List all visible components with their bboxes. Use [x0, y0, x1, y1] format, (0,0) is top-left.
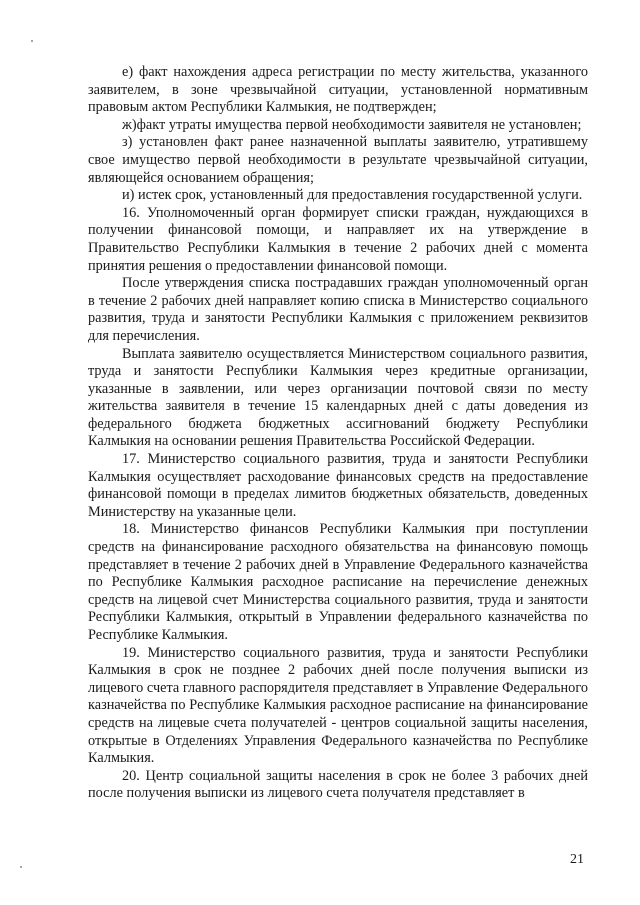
paragraph-16-approval: После утверждения списка пострадавших граждан уполномоченный орган в течение 2 рабочих дней направляет копию списка в Министерство социального развития, труда и занятости Республики Калмыкия с приложением реквизитов для перечисления.	[88, 275, 588, 344]
paragraph-16-payment: Выплата заявителю осуществляется Министерством социального развития, труда и занятости Республики Калмыкия через кредитные организации, указанные в заявлении, или через организации почтовой связи по месту жительства заявителя в течение 15 календарных дней с даты доведения из федерального бюджета бюджетных ассигнований бюджету Республики Калмыкия на основании решения Правительства Российской Федерации.	[88, 345, 588, 450]
body-text	[88, 64, 588, 803]
paragraph-z: з) установлен факт ранее назначенной выплаты заявителю, утратившему свое имущество первой необходимости в результате чрезвычайной ситуации, являющейся основанием обращения;	[88, 134, 588, 186]
paragraph-zh: ж)факт утраты имущества первой необходимости заявителя не установлен;	[122, 116, 582, 133]
scan-speck	[20, 866, 22, 868]
page-number: 21	[570, 852, 584, 867]
paragraph-e: е) факт нахождения адреса регистрации по месту жительства, указанного заявителем, в зоне чрезвычайной ситуации, установленной нормативным правовым актом Республики Калмыкия, не подтвержден;	[88, 64, 588, 116]
scan-speck	[31, 40, 33, 42]
paragraph-17: 17. Министерство социального развития, труда и занятости Республики Калмыкия осуществляет расходование финансовых средств на предоставление финансовой помощи в пределах лимитов бюджетных обязательств, доведенных Министерству на указанные цели.	[88, 451, 588, 520]
paragraph-i: и) истек срок, установленный для предоставления государственной услуги.	[122, 187, 583, 204]
paragraph-19: 19. Министерство социального развития, труда и занятости Республики Калмыкия в срок не позднее 2 рабочих дней после получения выписки из лицевого счета главного распорядителя представляет в Управление Федерального казначейства по Республике Калмыкия расходное расписание на финансирование средств на лицевые счета получателей - центров социальной защиты населения, открытые в Отделениях Управления Федерального казначейства по Республике Калмыкия.	[88, 644, 588, 767]
paragraph-20: 20. Центр социальной защиты населения в срок не более 3 рабочих дней после получения выписки из лицевого счета получателя представляет в	[88, 767, 588, 802]
paragraph-16: 16. Уполномоченный орган формирует списки граждан, нуждающихся в получении финансовой помощи, и направляет их на утверждение в Правительство Республики Калмыкия в течение 2 рабочих дней с момента принятия решения о предоставлении финансовой помощи.	[88, 204, 588, 274]
paragraph-18: 18. Министерство финансов Республики Калмыкия при поступлении средств на финансирование расходного обязательства на финансовую помощь представляет в течение 2 рабочих дней в Управление Федерального казначейства по Республике Калмыкия расходное расписание на перечисление денежных средств на лицевой счет Министерства социального развития, труда и занятости Республики Калмыкия, открытый в Управлении федерального казначейства по Республике Калмыкия.	[88, 521, 588, 643]
